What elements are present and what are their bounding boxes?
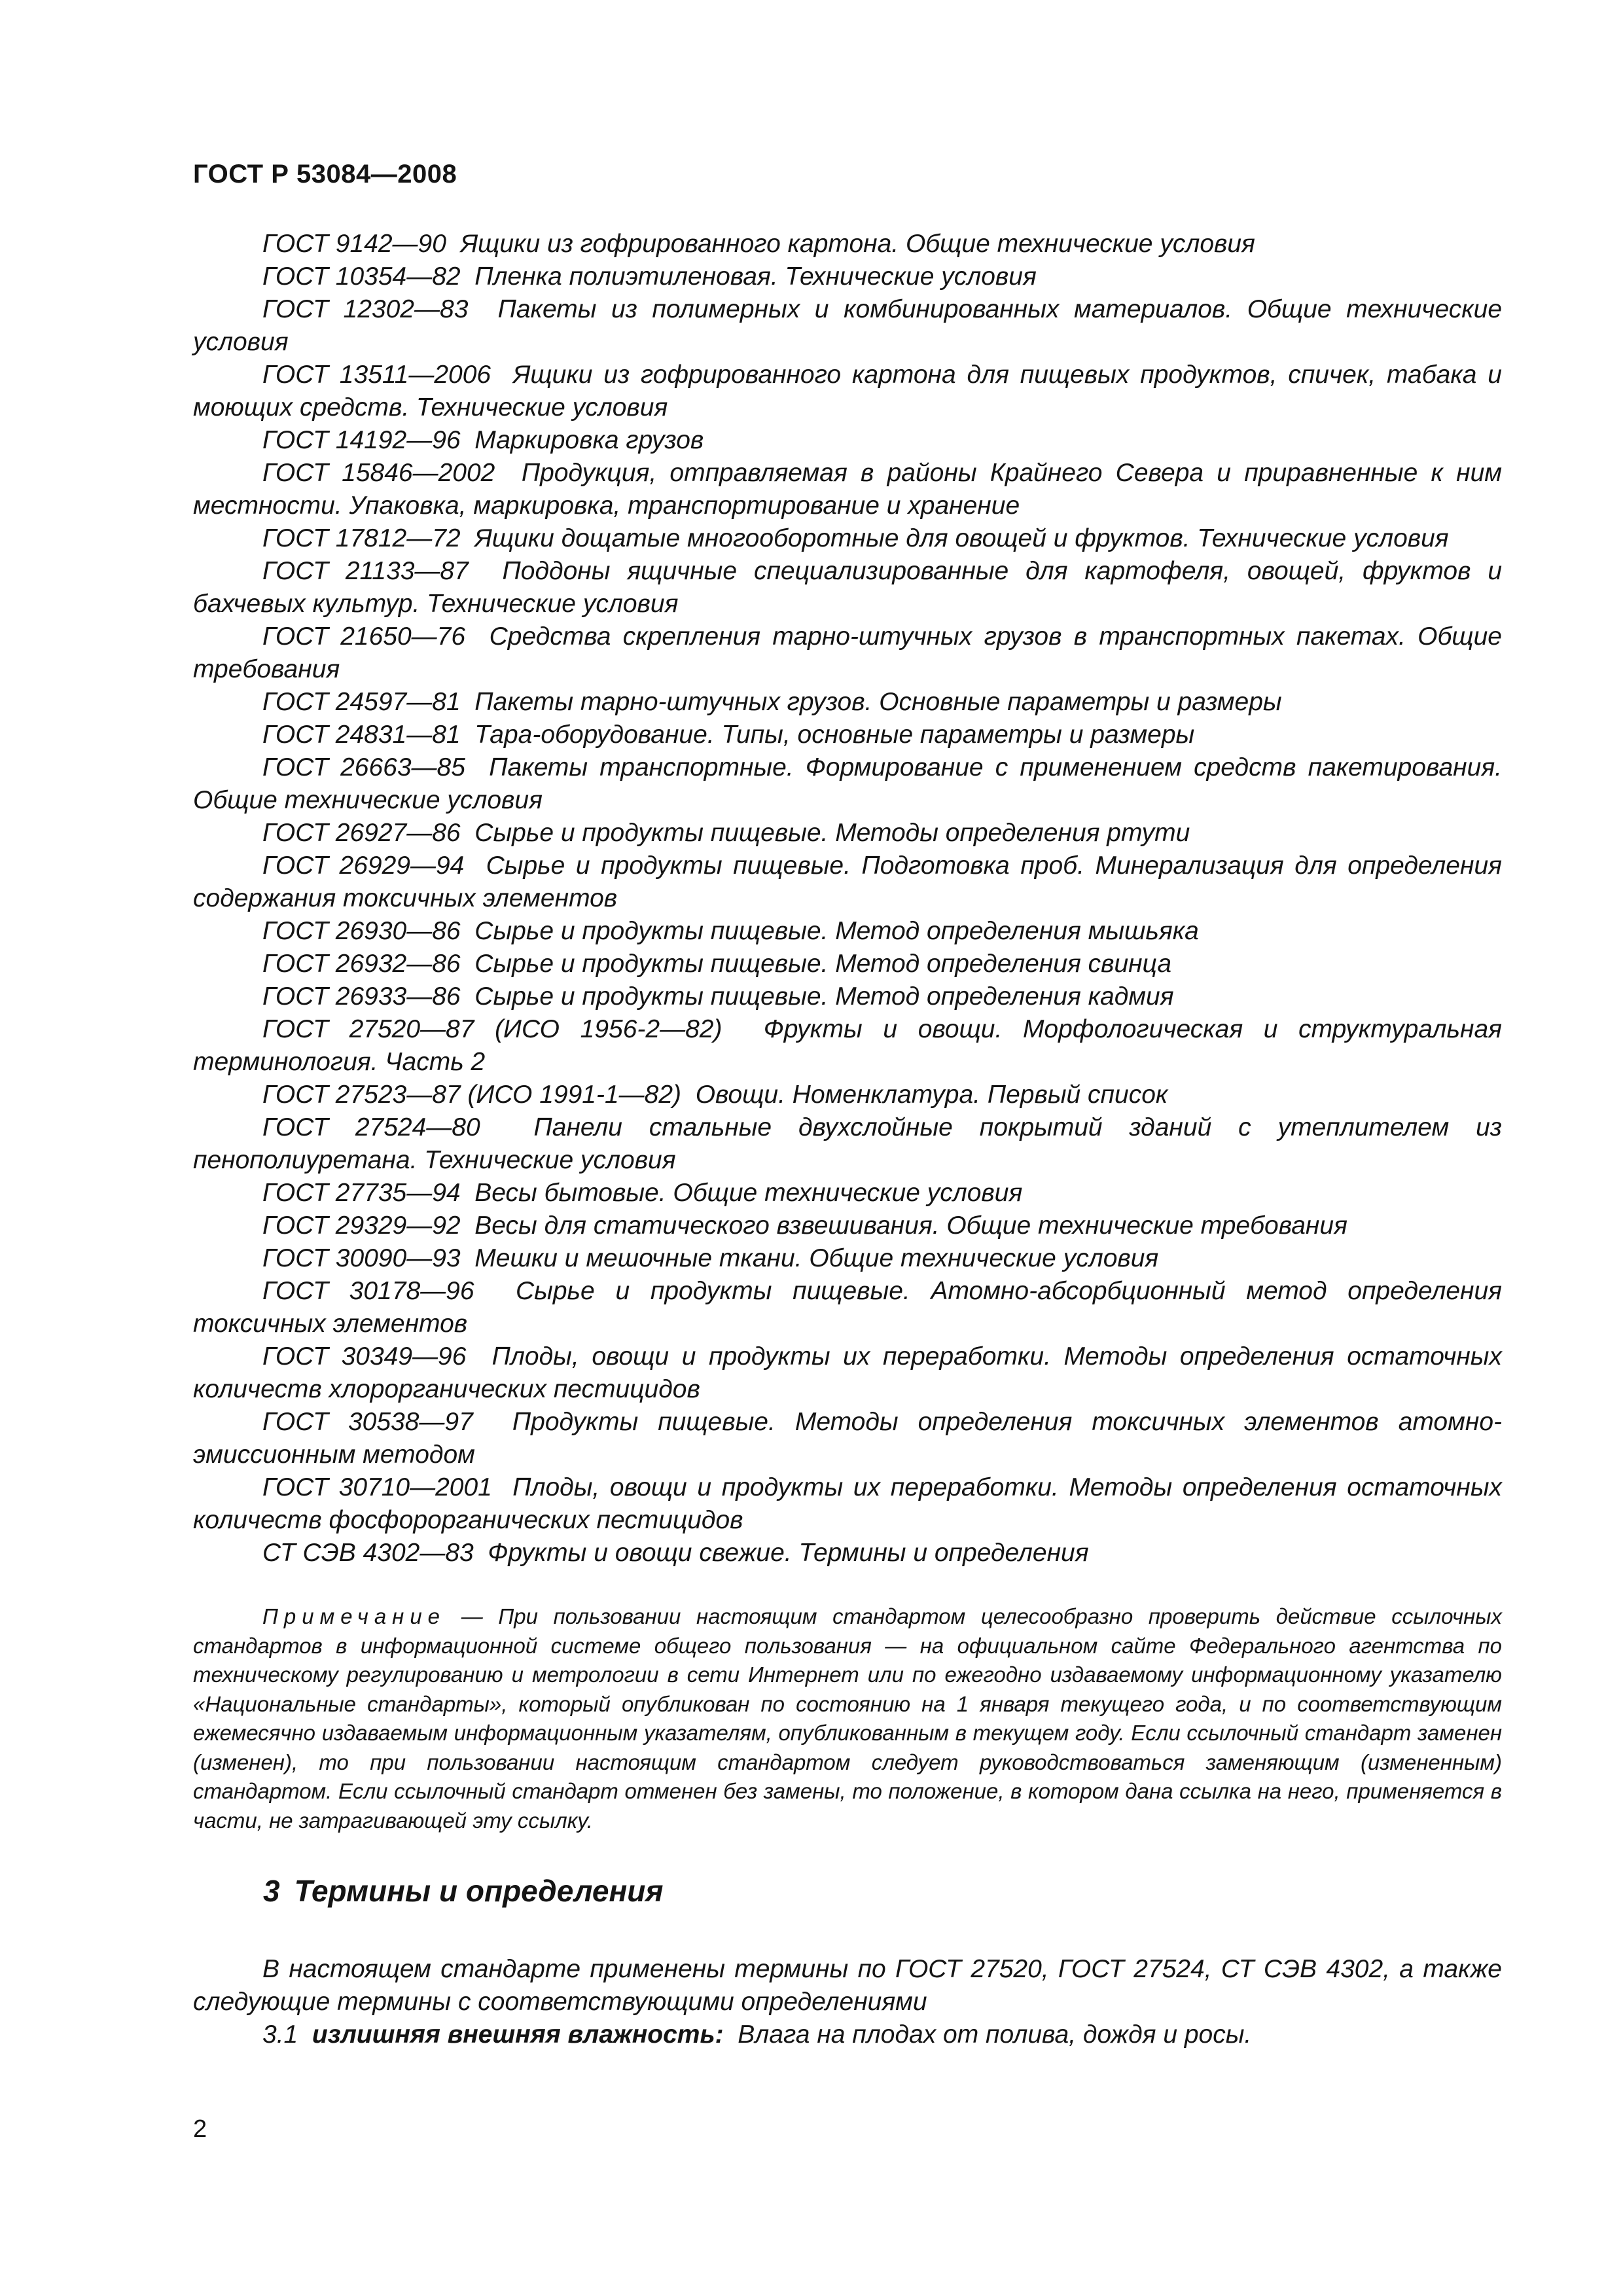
reference-code: ГОСТ 26927—86 [262, 819, 461, 847]
reference-code: ГОСТ 17812—72 [262, 524, 461, 552]
reference-code: ГОСТ 26929—94 [262, 852, 465, 880]
reference-item [193, 751, 1502, 817]
reference-code: ГОСТ 26930—86 [262, 917, 461, 945]
section-number: 3 [263, 1874, 280, 1908]
reference-title: Ящики из гофрированного картона. Общие технические условия [460, 230, 1255, 258]
reference-title: Маркировка грузов [474, 426, 704, 454]
reference-title: Овощи. Номенклатура. Первый список [695, 1081, 1168, 1109]
reference-item [193, 686, 1502, 719]
reference-item [193, 1177, 1502, 1210]
reference-code: ГОСТ 24597—81 [262, 688, 461, 716]
note-paragraph [193, 1602, 1502, 1835]
reference-code: ГОСТ 26932—86 [262, 950, 461, 978]
reference-code: ГОСТ 10354—82 [262, 262, 461, 291]
term-name: излишняя внешняя влажность: [312, 2020, 724, 2049]
reference-code: ГОСТ 13511—2006 [262, 361, 491, 389]
term-definition-3-1 [193, 2018, 1502, 2051]
reference-title: Сырье и продукты пищевые. Метод определения мышьяка [474, 917, 1199, 945]
reference-code: ГОСТ 27520—87 (ИСО 1956-2—82) [262, 1015, 722, 1043]
reference-code: СТ СЭВ 4302—83 [262, 1539, 474, 1567]
page-number: 2 [193, 2115, 207, 2143]
section-title: Термины и определения [294, 1874, 664, 1908]
reference-title: Панели стальные двухслойные покрытий зданий с утеплителем из пенополиуретана. Технические условия [193, 1113, 1502, 1174]
section-heading [263, 1873, 663, 1909]
reference-item [193, 228, 1502, 260]
note-text: — При пользовании настоящим стандартом целесообразно проверить действие ссылочных стандартов в информационной системе общего пользования — на официальном сайте Федерального агентства по техническому регулированию и метрологии в сети Интернет или по ежегодно издаваемому информационному указателю «Национальные стандарты», который опубликован по состоянию на 1 января текущего года, и по соответствующим ежемесячно издаваемым информационным указателям, опубликованным в текущем году. Если ссылочный стандарт заменен (изменен), то при пользовании настоящим стандартом следует руководствоваться заменяющим (измененным) стандартом. Если ссылочный стандарт отменен без замены, то положение, в котором дана ссылка на него, применяется в части, не затрагивающей эту ссылку. [193, 1604, 1503, 1833]
reference-title: Тара-оборудование. Типы, основные параметры и размеры [474, 721, 1195, 749]
reference-code: ГОСТ 9142—90 [262, 230, 446, 258]
reference-title: Фрукты и овощи. Морфологическая и структуральная терминология. Часть 2 [193, 1015, 1502, 1076]
reference-title: Плоды, овощи и продукты их переработки. Методы определения остаточных количеств фосфорорганических пестицидов [193, 1473, 1503, 1534]
reference-code: ГОСТ 27735—94 [262, 1179, 461, 1207]
reference-title: Поддоны ящичные специализированные для картофеля, овощей, фруктов и бахчевых культур. Технические условия [193, 557, 1503, 618]
reference-item [193, 948, 1502, 980]
reference-item [193, 1406, 1502, 1471]
reference-title: Сырье и продукты пищевые. Методы определения ртути [474, 819, 1190, 847]
reference-code: ГОСТ 12302—83 [262, 295, 469, 323]
reference-item [193, 260, 1502, 293]
reference-item [193, 850, 1502, 915]
reference-code: ГОСТ 30178—96 [262, 1277, 474, 1305]
reference-title: Пакеты из полимерных и комбинированных материалов. Общие технические условия [193, 295, 1503, 356]
reference-title: Ящики дощатые многооборотные для овощей и фруктов. Технические условия [474, 524, 1449, 552]
reference-item [193, 424, 1502, 457]
reference-code: ГОСТ 30538—97 [262, 1408, 473, 1436]
reference-code: ГОСТ 21650—76 [262, 622, 466, 651]
reference-title: Весы для статического взвешивания. Общие технические требования [474, 1211, 1347, 1240]
reference-code: ГОСТ 27524—80 [262, 1113, 480, 1141]
reference-title: Мешки и мешочные ткани. Общие технические условия [474, 1244, 1159, 1272]
reference-item [193, 1340, 1502, 1406]
reference-item [193, 1537, 1502, 1570]
reference-title: Пакеты транспортные. Формирование с применением средств пакетирования. Общие технические условия [193, 753, 1502, 814]
reference-title: Сырье и продукты пищевые. Метод определения свинца [474, 950, 1172, 978]
reference-title: Продукция, отправляемая в районы Крайнего Севера и приравненные к ним местности. Упаковка, маркировка, транспортирование и хранение [193, 459, 1503, 520]
reference-item [193, 1275, 1502, 1340]
reference-item [193, 1210, 1502, 1242]
reference-code: ГОСТ 15846—2002 [262, 459, 495, 487]
reference-code: ГОСТ 30349—96 [262, 1342, 467, 1371]
reference-item [193, 1013, 1502, 1079]
reference-item [193, 1079, 1502, 1111]
reference-code: ГОСТ 30710—2001 [262, 1473, 492, 1501]
reference-title: Фрукты и овощи свежие. Термины и определения [488, 1539, 1089, 1567]
reference-item [193, 1242, 1502, 1275]
reference-title: Средства скрепления тарно-штучных грузов в транспортных пакетах. Общие требования [193, 622, 1502, 683]
reference-title: Пакеты тарно-штучных грузов. Основные параметры и размеры [474, 688, 1282, 716]
reference-item [193, 620, 1502, 686]
reference-item [193, 1111, 1502, 1177]
reference-code: ГОСТ 21133—87 [262, 557, 469, 585]
running-head-document-code: ГОСТ Р 53084—2008 [193, 160, 457, 188]
reference-code: ГОСТ 24831—81 [262, 721, 461, 749]
reference-title: Сырье и продукты пищевые. Подготовка проб. Минерализация для определения содержания токсичных элементов [193, 852, 1502, 912]
reference-item [193, 522, 1502, 555]
reference-title: Пленка полиэтиленовая. Технические условия [474, 262, 1037, 291]
reference-code: ГОСТ 30090—93 [262, 1244, 461, 1272]
term-number: 3.1 [262, 2020, 298, 2049]
reference-title: Весы бытовые. Общие технические условия [474, 1179, 1023, 1207]
term-definition: Влага на плодах от полива, дождя и росы. [738, 2020, 1252, 2049]
normative-references-list [193, 228, 1502, 1570]
reference-title: Сырье и продукты пищевые. Метод определения кадмия [474, 982, 1174, 1011]
reference-item [193, 817, 1502, 850]
reference-item [193, 359, 1502, 424]
note-label: Примечание [262, 1604, 446, 1628]
reference-title: Сырье и продукты пищевые. Атомно-абсорбционный метод определения токсичных элементов [193, 1277, 1502, 1338]
reference-item [193, 719, 1502, 751]
reference-item [193, 457, 1502, 522]
section-intro-paragraph: В настоящем стандарте применены термины по ГОСТ 27520, ГОСТ 27524, СТ СЭВ 4302, а также следующие термины с соответствующими определениями [193, 1955, 1502, 2016]
reference-code: ГОСТ 27523—87 (ИСО 1991-1—82) [262, 1081, 682, 1109]
reference-code: ГОСТ 14192—96 [262, 426, 461, 454]
reference-code: ГОСТ 29329—92 [262, 1211, 461, 1240]
reference-code: ГОСТ 26663—85 [262, 753, 465, 781]
reference-item [193, 555, 1502, 620]
reference-item [193, 980, 1502, 1013]
reference-item [193, 293, 1502, 359]
reference-title: Плоды, овощи и продукты их переработки. Методы определения остаточных количеств хлорорганических пестицидов [193, 1342, 1502, 1403]
reference-title: Продукты пищевые. Методы определения токсичных элементов атомно-эмиссионным методом [193, 1408, 1502, 1469]
reference-code: ГОСТ 26933—86 [262, 982, 461, 1011]
reference-title: Ящики из гофрированного картона для пищевых продуктов, спичек, табака и моющих средств. Технические условия [193, 361, 1502, 422]
reference-item [193, 915, 1502, 948]
reference-item [193, 1471, 1502, 1537]
